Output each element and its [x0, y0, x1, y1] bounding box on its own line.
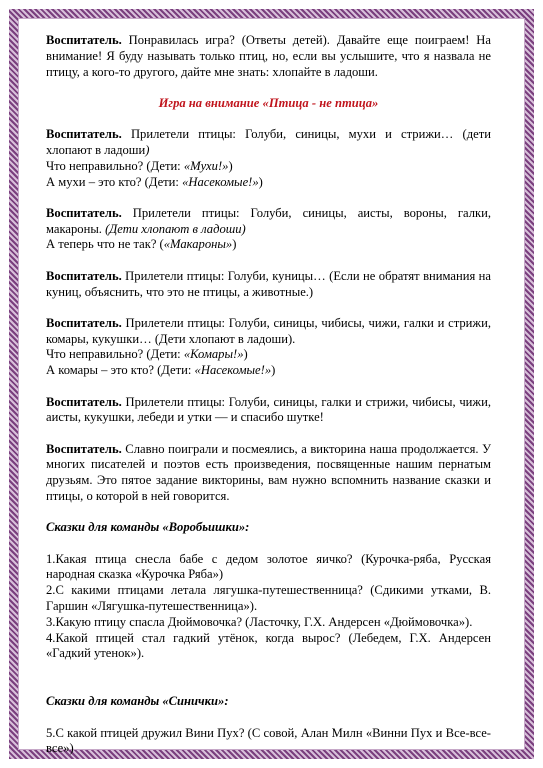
question-text: Что неправильно? (Дети:	[46, 158, 184, 173]
speaker-label: Воспитатель.	[46, 127, 122, 142]
team-1-item: 2.С какими птицами летала лягушка-путешественница? (Сдикими утками, В. Гаршин «Лягушка-путешественница»).	[46, 583, 491, 614]
block-5-text: Прилетели птицы: Голуби, синицы, галки и стрижи, чибисы, чижи, аисты, кукушки, лебеди и утки — и спасибо шутке!	[46, 394, 491, 425]
question-text: А мухи – это кто? (Дети:	[46, 174, 183, 189]
intro-text: Понравилась игра? (Ответы детей). Давайте еще поиграем! На внимание! Я буду называть только птиц, но, если вы услышите, что я назвала не птицу, а кого-то другого, дайте мне знать: хлопайте в ладоши.	[46, 33, 491, 79]
answer-text: «Насекомые!»	[194, 363, 272, 378]
answer-text: «Мухи!»	[183, 158, 229, 173]
closing-paren: )	[243, 347, 248, 362]
block-3-text: Прилетели птицы: Голуби, куницы… (Если не обратят внимания на куниц, объяснить, что это не птицы, а животные.)	[46, 268, 491, 299]
question-text: А теперь что не так? (	[46, 237, 164, 252]
block-3	[46, 269, 491, 301]
block-2	[46, 206, 491, 238]
block-4	[46, 316, 491, 348]
closing-paren: )	[258, 174, 263, 189]
closing-paren: )	[228, 158, 233, 173]
answer-text: «Насекомые!»	[182, 174, 259, 189]
closing-paren: )	[232, 237, 237, 252]
block-2-line-2	[46, 237, 491, 253]
question-text: А комары – это кто? (Дети:	[46, 363, 195, 378]
block-1-text: Прилетели птицы: Голуби, синицы, мухи и стрижи… (дети хлопают в ладоши	[46, 127, 491, 157]
document-body	[46, 33, 491, 757]
speaker-label: Воспитатель.	[46, 268, 122, 283]
team-1-item: 1.Какая птица снесла бабе с дедом золотое яичко? (Курочка-ряба, Русская народная сказка «Курочка Ряба»)	[46, 551, 491, 582]
speaker-label: Воспитатель.	[46, 33, 122, 47]
team-1-item: 4.Какой птицей стал гадкий утёнок, когда вырос? (Лебедем, Г.Х. Андерсен «Гадкий утенок»).	[46, 630, 491, 661]
block-1-line-3	[46, 175, 491, 191]
block-1	[46, 127, 491, 159]
team-2-item: 5.С какой птицей дружил Вини Пух? (С совой, Алан Милн «Винни Пух и Все-все-все»)	[46, 725, 491, 756]
closing-paren: )	[271, 363, 276, 378]
answer-text: «Комары!»	[183, 347, 244, 362]
block-6-text: Славно поиграли и посмеялись, а викторина наша продолжается. У многих писателей и поэтов есть произведения, посвященные нашим пернатым друзьям. Это пятое задание викторины, вам нужно вспомнить название сказки и птицы, о которой в ней говорится.	[46, 441, 491, 504]
block-4-text: Прилетели птицы: Голуби, синицы, чибисы, чижи, галки и стрижи, комары, кукушки… (Дети хлопают в ладоши).	[46, 315, 491, 346]
block-4-line-3	[46, 363, 491, 379]
speaker-label: Воспитатель.	[46, 315, 122, 330]
game-title: Игра на внимание «Птица - не птица»	[158, 95, 379, 110]
question-text: Что неправильно? (Дети:	[46, 347, 184, 362]
team-1-heading: Сказки для команды «Воробьишки»:	[46, 520, 250, 535]
block-2-text-italic: (Дети хлопают в ладоши)	[105, 221, 246, 236]
block-5	[46, 395, 491, 427]
speaker-label: Воспитатель.	[46, 394, 122, 409]
block-2-text: Прилетели птицы: Голуби, синицы, аисты, вороны, галки, макароны.	[46, 205, 491, 236]
block-6	[46, 442, 491, 505]
block-1-text-end: )	[145, 142, 150, 157]
answer-text: «Макароны»	[163, 237, 233, 252]
block-4-line-2	[46, 347, 491, 363]
speaker-label: Воспитатель.	[46, 205, 122, 220]
team-1-item: 3.Какую птицу спасла Дюймовочка? (Ласточку, Г.Х. Андерсен «Дюймовочка»).	[46, 614, 473, 629]
block-1-line-2	[46, 159, 491, 175]
speaker-label: Воспитатель.	[46, 441, 122, 456]
intro-paragraph	[46, 33, 491, 80]
team-2-heading: Сказки для команды «Синички»:	[46, 694, 229, 709]
